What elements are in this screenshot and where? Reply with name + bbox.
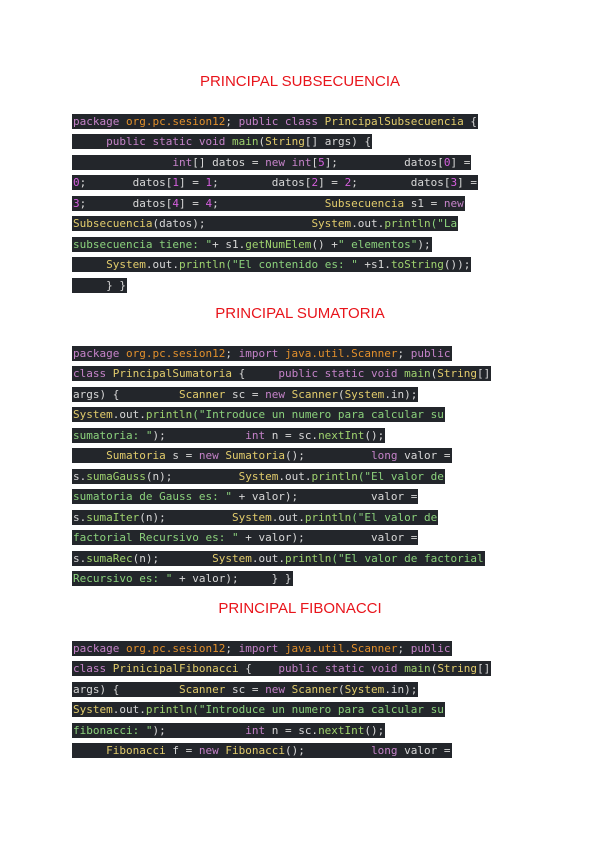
code-token: [] datos = bbox=[192, 155, 266, 169]
code-token: ); bbox=[417, 237, 431, 251]
code-token: 4 bbox=[205, 196, 213, 210]
code-token: System bbox=[106, 258, 146, 271]
code-token: 3 bbox=[450, 176, 458, 189]
code-token: String bbox=[437, 662, 478, 675]
code-token: int bbox=[172, 155, 193, 169]
code-token: System bbox=[238, 469, 279, 483]
code-token: new bbox=[265, 387, 292, 401]
code-token: nextInt bbox=[318, 428, 365, 442]
code-token: String bbox=[265, 135, 305, 148]
code-token: println bbox=[304, 510, 352, 524]
code-token: n = sc. bbox=[265, 428, 319, 442]
code-token: main bbox=[404, 367, 431, 380]
code-token: ]; datos[ bbox=[324, 155, 444, 169]
code-token: [] bbox=[477, 367, 491, 380]
heading-principal-subsecuencia: PRINCIPAL SUBSECUENCIA bbox=[199, 73, 401, 90]
code-token: main bbox=[404, 662, 431, 675]
code-token: .in); bbox=[384, 387, 418, 401]
code-token: println bbox=[284, 551, 332, 565]
code-token: println bbox=[145, 703, 193, 716]
code-token: subsecuencia tiene: " bbox=[73, 237, 213, 251]
code-token: 1 bbox=[172, 176, 179, 189]
code-line bbox=[72, 255, 478, 276]
code-token: Scanner bbox=[178, 682, 226, 696]
code-token: ; bbox=[225, 641, 239, 655]
code-token: 2 bbox=[311, 176, 319, 189]
code-token: ); bbox=[152, 428, 246, 442]
code-line-highlight bbox=[72, 196, 465, 211]
code-line bbox=[72, 152, 478, 173]
code-token: println bbox=[384, 217, 431, 230]
code-token: sumatoria: " bbox=[73, 428, 153, 442]
code-token: package bbox=[73, 346, 126, 360]
code-token: ( bbox=[430, 662, 438, 675]
code-line-highlight bbox=[72, 489, 418, 504]
code-token: sc = bbox=[225, 682, 266, 696]
code-token: main bbox=[231, 135, 259, 148]
code-line bbox=[72, 405, 491, 426]
code-token bbox=[73, 258, 106, 271]
code-token: args) { bbox=[73, 387, 179, 401]
code-token: ); bbox=[152, 723, 246, 737]
code-line bbox=[72, 446, 491, 467]
code-token: " elementos" bbox=[337, 237, 418, 251]
code-line-highlight bbox=[72, 428, 385, 443]
code-token: Subsecuencia bbox=[324, 196, 405, 210]
code-token: (n); bbox=[139, 510, 232, 524]
code-token: class bbox=[73, 367, 113, 380]
code-token: ; bbox=[225, 346, 239, 360]
code-token: s1 = bbox=[404, 196, 444, 210]
code-line-highlight bbox=[72, 571, 293, 586]
code-token: toString bbox=[390, 258, 444, 271]
code-token: [ bbox=[311, 155, 319, 169]
code-token: System bbox=[311, 217, 352, 230]
code-line-highlight bbox=[72, 407, 445, 422]
code-token: valor = bbox=[397, 449, 451, 462]
code-line-highlight bbox=[72, 257, 471, 272]
code-token: new int bbox=[265, 155, 312, 169]
code-token: .in); bbox=[384, 682, 418, 696]
code-token: (n); bbox=[132, 551, 213, 565]
code-token: org.pc.sesion12 bbox=[125, 641, 226, 655]
code-token: PrinicipalFibonacci bbox=[112, 662, 239, 675]
code-line bbox=[72, 234, 478, 255]
code-token: System bbox=[344, 682, 385, 696]
code-token: { bbox=[231, 367, 279, 380]
code-token: 0 bbox=[443, 155, 451, 169]
code-line bbox=[72, 679, 491, 700]
code-token: println bbox=[145, 408, 193, 421]
code-line-highlight bbox=[72, 510, 438, 525]
code-token: ; datos[ bbox=[351, 176, 451, 189]
code-token: ] = bbox=[178, 196, 206, 210]
code-token: + valor); } } bbox=[172, 572, 292, 585]
code-block-sumatoria bbox=[72, 343, 491, 589]
code-token: org.pc.sesion12 bbox=[125, 114, 226, 128]
code-block-subsecuencia bbox=[72, 111, 478, 296]
code-line-highlight bbox=[72, 175, 478, 190]
code-line-highlight bbox=[72, 278, 127, 293]
code-token: ("El valor de factorial bbox=[331, 551, 484, 565]
code-token: ( bbox=[258, 135, 266, 148]
code-line bbox=[72, 741, 491, 762]
code-token: Scanner bbox=[291, 682, 338, 696]
code-token: ] = bbox=[450, 155, 471, 169]
code-token: new bbox=[198, 449, 226, 462]
code-token: + s1. bbox=[212, 237, 246, 251]
code-token: ("Introduce un numero para calcular su bbox=[192, 408, 444, 421]
code-line bbox=[72, 638, 491, 659]
code-line bbox=[72, 466, 491, 487]
code-token: ; datos[ bbox=[79, 196, 173, 210]
code-token: ; datos[ bbox=[212, 176, 312, 189]
code-line bbox=[72, 173, 478, 194]
code-token: java.util.Scanner bbox=[284, 346, 398, 360]
code-token: getNumElem bbox=[245, 237, 312, 251]
code-line bbox=[72, 659, 491, 680]
code-line bbox=[72, 132, 478, 153]
code-token: [] bbox=[477, 662, 491, 675]
code-token: ( bbox=[337, 682, 345, 696]
code-token: fibonacci: " bbox=[73, 723, 153, 737]
code-token: ("El contenido es: " bbox=[225, 258, 358, 271]
code-token: (); bbox=[284, 744, 372, 757]
code-line-highlight bbox=[72, 216, 458, 231]
code-line-highlight bbox=[72, 366, 491, 381]
code-token: public bbox=[410, 641, 451, 655]
code-line bbox=[72, 364, 491, 385]
code-token: ; bbox=[397, 346, 411, 360]
code-token: ; bbox=[212, 196, 325, 210]
code-token: ; datos[ bbox=[79, 176, 173, 189]
code-token: new bbox=[443, 196, 464, 210]
code-token: ("La bbox=[430, 217, 458, 230]
code-token: System bbox=[231, 510, 272, 524]
code-token: System bbox=[73, 408, 113, 421]
code-token: org.pc.sesion12 bbox=[125, 346, 226, 360]
code-token: int bbox=[245, 428, 266, 442]
code-token: ] = bbox=[318, 176, 345, 189]
code-token: Scanner bbox=[178, 387, 226, 401]
code-token: new bbox=[265, 682, 292, 696]
code-line bbox=[72, 214, 478, 235]
code-token: int bbox=[245, 723, 266, 737]
code-token: ("El valor de bbox=[351, 510, 438, 524]
code-token: .out. bbox=[112, 703, 146, 716]
code-line bbox=[72, 528, 491, 549]
code-token: println bbox=[179, 258, 226, 271]
code-token: args) { bbox=[73, 682, 179, 696]
code-token: { bbox=[238, 662, 279, 675]
code-token: + valor); valor = bbox=[231, 490, 418, 503]
code-token: ; bbox=[225, 114, 239, 128]
code-token: s. bbox=[73, 510, 87, 524]
code-line bbox=[72, 569, 491, 590]
code-line-highlight bbox=[72, 387, 418, 402]
code-token: { bbox=[463, 114, 477, 128]
code-token: s = bbox=[165, 449, 199, 462]
code-token: factorial Recursivo es: " bbox=[73, 531, 239, 544]
code-token: public bbox=[410, 346, 451, 360]
code-token: public static void bbox=[278, 367, 405, 380]
code-token: sumaIter bbox=[86, 510, 140, 524]
code-token: PrincipalSumatoria bbox=[112, 367, 232, 380]
code-token: import bbox=[238, 641, 285, 655]
code-token: +s1. bbox=[357, 258, 391, 271]
code-token: + valor); valor = bbox=[238, 531, 418, 544]
code-token: ( bbox=[430, 367, 438, 380]
code-token: nextInt bbox=[318, 723, 365, 737]
code-line bbox=[72, 720, 491, 741]
code-token: Subsecuencia bbox=[73, 217, 153, 230]
code-token: (); bbox=[284, 449, 372, 462]
code-line-highlight bbox=[72, 155, 471, 170]
code-token: } } bbox=[73, 278, 126, 292]
code-token: public static void bbox=[278, 662, 405, 675]
code-token: public static void bbox=[106, 135, 232, 148]
code-token bbox=[73, 449, 106, 462]
code-token bbox=[73, 135, 106, 148]
code-token: Sumatoria bbox=[106, 449, 166, 462]
code-token: 3 bbox=[73, 196, 80, 210]
code-token: println bbox=[311, 469, 358, 483]
code-token: import bbox=[238, 346, 285, 360]
heading-principal-fibonacci: PRINCIPAL FIBONACCI bbox=[218, 600, 382, 617]
code-token: ()); bbox=[443, 258, 471, 271]
code-token: .out. bbox=[278, 469, 312, 483]
code-token: .out. bbox=[112, 408, 146, 421]
code-token: String bbox=[437, 367, 478, 380]
code-token: java.util.Scanner bbox=[284, 641, 398, 655]
code-token: ] = bbox=[457, 176, 478, 189]
code-token: Recursivo es: " bbox=[73, 572, 173, 585]
code-token: .out. bbox=[251, 551, 285, 565]
code-line-highlight bbox=[72, 346, 452, 361]
code-token: ("El valor de bbox=[357, 469, 444, 483]
code-line-highlight bbox=[72, 743, 452, 758]
code-token: n = sc. bbox=[265, 723, 319, 737]
code-token: package bbox=[73, 641, 126, 655]
heading-principal-sumatoria: PRINCIPAL SUMATORIA bbox=[215, 305, 385, 322]
code-line bbox=[72, 384, 491, 405]
code-line bbox=[72, 507, 491, 528]
code-token: [] args) { bbox=[304, 135, 372, 148]
code-token: ] = bbox=[178, 176, 206, 189]
code-line-highlight bbox=[72, 702, 445, 717]
code-token: 1 bbox=[205, 176, 213, 189]
code-token: ( bbox=[337, 387, 345, 401]
code-line-highlight bbox=[72, 530, 418, 545]
code-token: ("Introduce un numero para calcular su bbox=[192, 703, 444, 716]
code-token: () + bbox=[311, 237, 338, 251]
code-line-highlight bbox=[72, 723, 385, 738]
code-token: System bbox=[344, 387, 385, 401]
code-line-highlight bbox=[72, 641, 452, 656]
code-token: PrincipalSubsecuencia bbox=[324, 114, 464, 128]
code-token: (); bbox=[364, 428, 385, 442]
code-token: new bbox=[198, 744, 226, 757]
code-line bbox=[72, 487, 491, 508]
code-token: 5 bbox=[318, 155, 325, 169]
code-token bbox=[73, 156, 172, 169]
code-line-highlight bbox=[72, 114, 478, 129]
code-line-highlight bbox=[72, 448, 452, 463]
code-line bbox=[72, 343, 491, 364]
code-token: long bbox=[371, 744, 398, 757]
code-token: sc = bbox=[225, 387, 266, 401]
code-token: Scanner bbox=[291, 387, 338, 401]
code-token: .out. bbox=[351, 217, 385, 230]
code-block-fibonacci bbox=[72, 638, 491, 761]
code-token: long bbox=[371, 449, 398, 462]
code-token: s. bbox=[73, 469, 87, 483]
code-line bbox=[72, 700, 491, 721]
code-token: 4 bbox=[172, 196, 179, 210]
code-token: f = bbox=[165, 744, 199, 757]
code-token: 2 bbox=[344, 176, 352, 189]
code-line-highlight bbox=[72, 134, 372, 149]
code-token: System bbox=[73, 703, 113, 716]
code-line bbox=[72, 193, 478, 214]
code-token: sumaRec bbox=[86, 551, 133, 565]
code-line bbox=[72, 111, 478, 132]
code-line-highlight bbox=[72, 469, 445, 484]
code-token: valor = bbox=[397, 744, 451, 757]
code-token: .out. bbox=[145, 258, 179, 271]
code-token: sumaGauss bbox=[86, 469, 146, 483]
code-token: System bbox=[212, 551, 252, 565]
code-token: 0 bbox=[73, 176, 80, 189]
code-token: s. bbox=[73, 551, 87, 565]
code-line-highlight bbox=[72, 682, 418, 697]
code-line-highlight bbox=[72, 661, 491, 676]
code-token: package bbox=[73, 114, 126, 128]
code-token: (n); bbox=[145, 469, 239, 483]
code-token bbox=[73, 744, 106, 757]
code-token: Fibonacci bbox=[225, 744, 285, 757]
code-token: sumatoria de Gauss es: " bbox=[73, 490, 232, 503]
code-token: (datos); bbox=[152, 217, 312, 230]
code-line-highlight bbox=[72, 237, 432, 252]
code-token: .out. bbox=[271, 510, 305, 524]
code-line bbox=[72, 425, 491, 446]
code-token: Fibonacci bbox=[106, 744, 166, 757]
code-token: (); bbox=[364, 723, 385, 737]
code-line-highlight bbox=[72, 551, 485, 566]
code-token: Sumatoria bbox=[225, 449, 285, 462]
code-token: public class bbox=[238, 114, 325, 128]
code-token: class bbox=[73, 662, 113, 675]
code-line bbox=[72, 548, 491, 569]
code-line bbox=[72, 275, 478, 296]
code-token: ; bbox=[397, 641, 411, 655]
